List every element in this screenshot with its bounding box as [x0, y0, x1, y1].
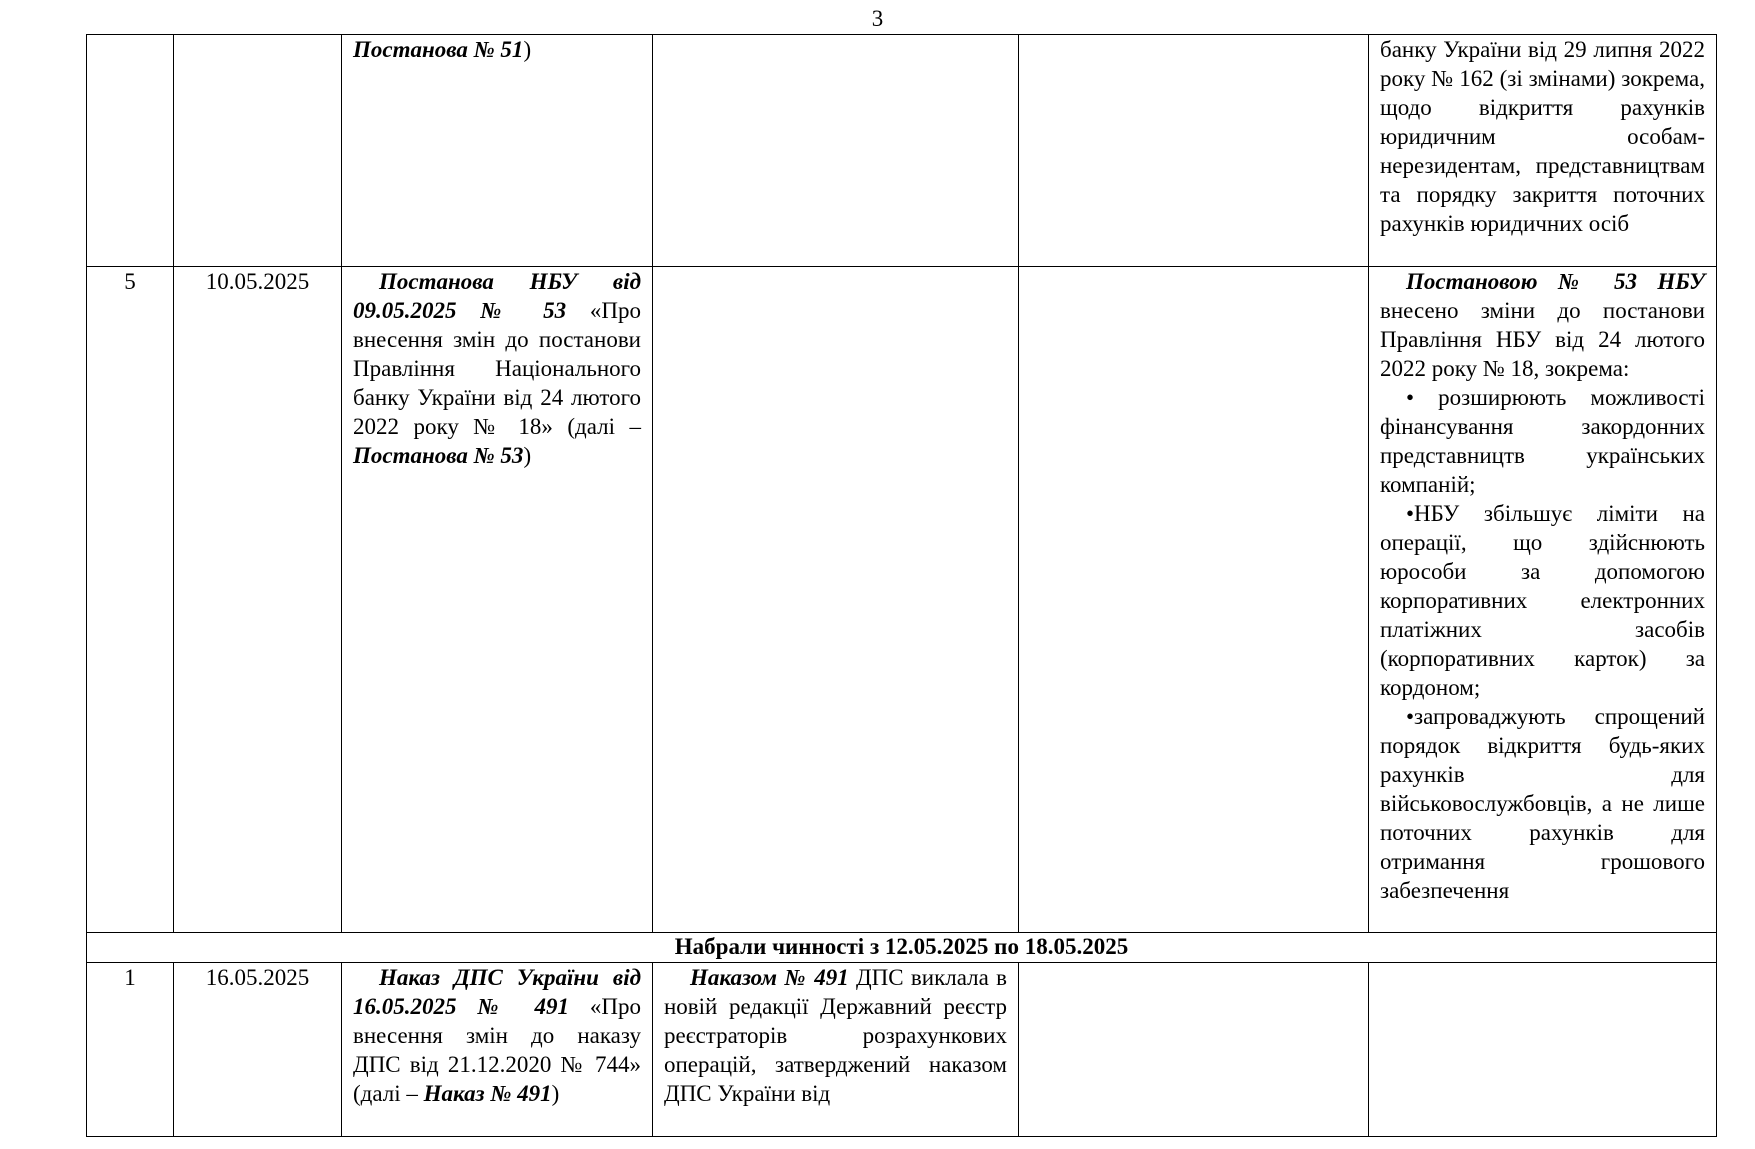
changes-bullet: •запроваджують спрощений порядок відкриття будь-яких рахунків для військовослужбовців, а не лише поточних рахунків для отримання грошового забезпечення [1380, 704, 1705, 903]
changes-intro [1380, 267, 1705, 383]
cell-number: 1 [87, 963, 174, 1137]
changes-bullet: •НБУ збільшує ліміти на операції, що здійснюють юрособи за допомогою корпоративних електронних платіжних засобів (корпоративних карток) за кордоном; [1380, 501, 1705, 700]
cell-changes [1369, 267, 1717, 933]
changes-intro-rest: внесено зміни до постанови Правління НБУ від 24 лютого 2022 року № 18, зокрема: [1380, 298, 1705, 381]
cell-date: 10.05.2025 [174, 267, 342, 933]
cell-number: 5 [87, 267, 174, 933]
document-title-rest: «Про внесення змін до наказу ДПС від 21.12.2020 № 744» (далі – [353, 994, 641, 1106]
cell-empty [1019, 267, 1369, 933]
document-short-name: Постанова № 53 [353, 443, 524, 468]
cell-document [342, 267, 653, 933]
document-close-paren: ) [551, 1081, 560, 1106]
cell-changes [1369, 35, 1717, 267]
table-row [87, 963, 1717, 1137]
description-rest: ДПС виклала в новій редакції Державний реєстр реєстраторів розрахункових операцій, затверджений наказом ДПС України від [664, 965, 1007, 1106]
table-row [87, 35, 1717, 267]
page-number: 3 [871, 6, 884, 31]
cell-empty [653, 35, 1019, 267]
section-title: Набрали чинності з 12.05.2025 по 18.05.2025 [87, 933, 1717, 963]
description-bold: Наказом № 491 [690, 965, 849, 990]
cell-document [342, 35, 653, 267]
changes-bullet: • розширюють можливості фінансування закордонних представництв українських компаній; [1380, 385, 1705, 497]
document-title [353, 267, 641, 470]
document-short-name: Наказ № 491 [423, 1081, 552, 1106]
cell-number [87, 35, 174, 267]
cell-date: 16.05.2025 [174, 963, 342, 1137]
cell-date [174, 35, 342, 267]
document-title-bold: Постанова НБУ від 09.05.2025 № 53 [353, 269, 641, 323]
legislation-table [86, 34, 1717, 1137]
document-title-bold: Наказ ДПС України від 16.05.2025 № 491 [353, 965, 641, 1019]
changes-text: банку України від 29 липня 2022 року № 162 (зі змінами) зокрема, щодо відкриття рахунків юридичним особам-нерезидентам, представництвам та порядку закриття поточних рахунків юридичних осіб [1380, 37, 1705, 236]
changes-intro-bold: Постановою № 53 НБУ [1406, 269, 1705, 294]
cell-description [653, 963, 1019, 1137]
document-short-name: Постанова № 51 [353, 37, 524, 62]
cell-empty [1369, 963, 1717, 1137]
cell-empty [1019, 35, 1369, 267]
section-header-row [87, 933, 1717, 963]
cell-document [342, 963, 653, 1137]
description-text [664, 963, 1007, 1108]
document-title [353, 963, 641, 1108]
document-title-rest: «Про внесення змін до постанови Правління Національного банку України від 24 лютого 2022 року № 18» (далі – [353, 298, 641, 439]
cell-empty [1019, 963, 1369, 1137]
document-close-paren: ) [523, 37, 532, 62]
cell-empty [653, 267, 1019, 933]
document-close-paren: ) [523, 443, 532, 468]
table-row [87, 267, 1717, 933]
